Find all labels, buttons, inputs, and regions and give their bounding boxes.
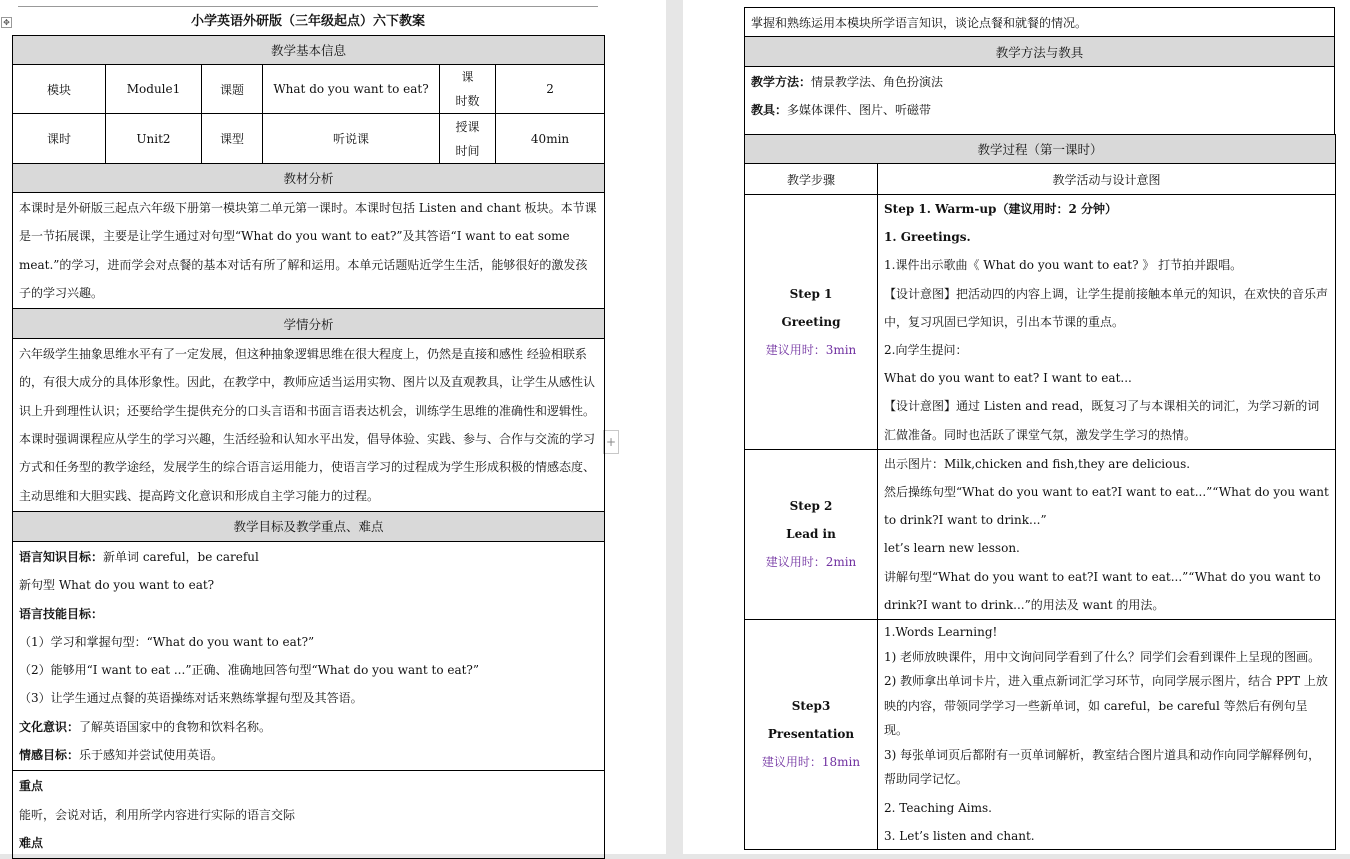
skill-goal-3: （3）让学生通过点餐的英语操练对话来熟练掌握句型及其答语。	[19, 691, 363, 706]
topic-value: What do you want to eat?	[263, 65, 440, 114]
step-3-cell	[745, 620, 878, 850]
knowledge-goal	[19, 543, 598, 571]
step-3-line-4: 3) 每张单词页后都附有一页单词解析，教室结合图片道具和动作向同学解释例句，帮助同学记忆。	[884, 747, 1321, 787]
step-1-line-4: 【设计意图】把活动四的内容上调，让学生提前接触本单元的知识，在欢快的音乐声中，复习巩固已学知识，引出本节课的重点。	[884, 286, 1329, 329]
knowledge-goal-label: 语言知识目标：	[19, 549, 104, 564]
step-2-line-3: let’s learn new lesson.	[884, 541, 1020, 556]
teaching-time-label-line2: 时间	[455, 143, 480, 158]
module-value: Module1	[106, 65, 202, 114]
key-point-label-text: 重点	[19, 779, 44, 794]
teaching-method-label: 教学方法：	[751, 75, 812, 89]
teaching-method	[751, 68, 1328, 96]
step-1-line-7: 【设计意图】通过 Listen and read，既复习了与本课相关的词汇，为学习新的词汇做准备。同时也活跃了课堂气氛，激发学生学习的热情。	[884, 399, 1320, 442]
lesson-count-label-line2: 时数	[455, 94, 480, 108]
step-1-activity	[878, 195, 1336, 450]
student-analysis-text: 六年级学生抽象思维水平有了一定发展，但这种抽象逻辑思维在很大程度上，仍然是直接和感性 经验相联系的，有很大成分的具体形象性。因此，在教学中，教师应适当运用实物、图片以及直观教具，让学生从感性认识上升到理性认识；还要给学生提供充分的口头言语和书面言语表达机会，训练学生思维的准确性和逻辑性。本课时强调课程应从学生的学习兴趣，生活经验和认知水平出发，倡导体验、实践、参与、合作与交流的学习方式和任务型的教学途经，发展学生的综合语言运用能力，使语言学习的过程成为学生形成积极的情感态度、主动思维和大胆实践、提高跨文化意识和形成自主学习能力的过程。	[13, 339, 605, 512]
teaching-time-label	[440, 114, 496, 164]
key-point-label	[19, 772, 598, 800]
step-1-line-6: What do you want to eat? I want to eat...	[884, 371, 1132, 386]
step-1-label: Step 1	[789, 286, 833, 301]
difficult-point-label	[19, 829, 598, 857]
new-pattern: 新句型 What do you want to eat?	[19, 578, 215, 593]
step-2-cell	[745, 449, 878, 619]
step-3-line-2: 1) 老师放映课件，用中文询问同学看到了什么？同学们会看到课件上呈现的图画。	[884, 649, 1321, 664]
step-2-line-2: 然后操练句型“What do you want to eat?I want to eat...”“What do you want to drink?I want to drink...”	[884, 485, 1329, 528]
activity-column-header: 教学活动与设计意图	[878, 164, 1336, 195]
step-1-line-5: 2.向学生提问：	[884, 343, 968, 358]
step-1-line-2: 1. Greetings.	[884, 230, 971, 245]
step-2-line-4: 讲解句型“What do you want to eat?I want to eat...”“What do you want to drink?I want to drink...”的用法及 want 的用法。	[884, 569, 1321, 612]
teaching-tools	[751, 96, 1328, 124]
teaching-time-value: 40min	[496, 114, 605, 164]
goals-header: 教学目标及教学重点、难点	[13, 511, 605, 541]
process-table	[744, 134, 1336, 850]
topic-label: 课题	[202, 65, 263, 114]
emotion-goal-label: 情感目标：	[19, 748, 80, 763]
add-row-plus-icon[interactable]: +	[603, 430, 619, 454]
top-rule	[18, 6, 598, 7]
teaching-tools-text: 多媒体课件、图片、听磁带	[787, 103, 932, 118]
period-value: Unit2	[106, 114, 202, 164]
key-point-text: 能听，会说对话，利用所学内容进行实际的语言交际	[19, 807, 296, 822]
skill-goal-2: （2）能够用“I want to eat ...”正确、准确地回答句型“What do you want to eat?”	[19, 663, 480, 678]
step-1-cell	[745, 195, 878, 450]
culture-goal-text: 了解英语国家中的食物和饮料名称。	[79, 719, 272, 734]
step-2-activity	[878, 449, 1336, 619]
skill-goal-label-text: 语言技能目标：	[19, 606, 104, 621]
document-title: 小学英语外研版（三年级起点）六下教案	[190, 14, 425, 29]
step-1-line-3: 1.课件出示歌曲《 What do you want to eat? 》 打节拍并跟唱。	[884, 258, 1243, 273]
key-difficult-text	[13, 771, 605, 859]
knowledge-goal-text: 新单词 careful，be careful	[103, 549, 259, 564]
material-analysis-header: 教材分析	[13, 164, 605, 193]
module-label: 模块	[13, 65, 106, 114]
methods-text	[745, 67, 1335, 135]
type-label: 课型	[202, 114, 263, 164]
teaching-tools-label: 教具：	[751, 103, 788, 118]
step-1-suggest-time: 建议用时：3min	[765, 342, 857, 357]
culture-goal-label: 文化意识：	[19, 719, 80, 734]
step-1-name: Greeting	[781, 314, 841, 329]
emotion-goal	[19, 741, 598, 769]
step-3-label: Step3 Presentation	[767, 699, 855, 742]
process-header: 教学过程（第一课时）	[745, 135, 1336, 164]
material-analysis-text: 本课时是外研版三起点六年级下册第一模块第二单元第一课时。本课时包括 Listen and chant 板块。本节课是一节拓展课，主要是让学生通过对句型“What do you want to eat?”及其答语“I want to eat some meat.”的学习，进而学会对点餐的基本对话有所了解和运用。本单元话题贴近学生生活，能够很好的激发孩子的学习兴趣。	[13, 193, 605, 309]
lesson-count-label-line1: 课	[461, 70, 474, 84]
emotion-goal-text: 乐于感知并尝试使用英语。	[79, 748, 224, 763]
type-value: 听说课	[263, 114, 440, 164]
step-3-line-1: 1.Words Learning!	[884, 625, 998, 640]
goals-text	[13, 541, 605, 770]
lesson-count-label	[440, 65, 496, 114]
skill-goal-1: （1）学习和掌握句型：“What do you want to eat?”	[19, 634, 315, 649]
difficult-point-label-text: 难点	[19, 835, 44, 850]
step-2-suggest-time: 建议用时：2min	[765, 555, 857, 570]
lesson-count-value: 2	[496, 65, 605, 114]
step-2-label: Step 2	[789, 499, 833, 514]
period-label: 课时	[13, 114, 106, 164]
step-3-line-5: 2. Teaching Aims.	[884, 800, 992, 815]
basic-info-header: 教学基本信息	[13, 36, 605, 65]
step-3-activity	[878, 620, 1336, 850]
culture-goal	[19, 713, 598, 741]
table-move-handle-icon[interactable]: ✥	[1, 17, 12, 28]
teaching-method-text: 情景教学法、角色扮演法	[811, 75, 944, 89]
methods-header: 教学方法与教具	[745, 37, 1335, 67]
lesson-info-table	[12, 35, 605, 859]
methods-table	[744, 7, 1335, 135]
continued-goal-text: 掌握和熟练运用本模块所学语言知识，谈论点餐和就餐的情况。	[745, 8, 1335, 37]
step-2-line-1: 出示图片：Milk,chicken and fish,they are delicious.	[884, 456, 1191, 471]
step-3-line-6: 3. Let’s listen and chant.	[884, 829, 1035, 844]
step-1-line-1: Step 1. Warm-up（建议用时：2 分钟）	[884, 202, 1117, 216]
step-3-suggest-time: 建议用时：18min	[761, 755, 861, 770]
teaching-time-label-line1: 授课	[455, 119, 480, 134]
steps-column-header: 教学步骤	[745, 164, 878, 195]
student-analysis-header: 学情分析	[13, 309, 605, 339]
step-3-line-3: 2) 教师拿出单词卡片，进入重点新词汇学习环节，向同学展示图片，结合 PPT 上放映的内容，带领同学学习一些新单词，如 careful，be careful 等然后有例句呈现。	[884, 674, 1328, 738]
skill-goal-label	[19, 600, 598, 628]
step-2-name: Lead in	[786, 527, 836, 542]
